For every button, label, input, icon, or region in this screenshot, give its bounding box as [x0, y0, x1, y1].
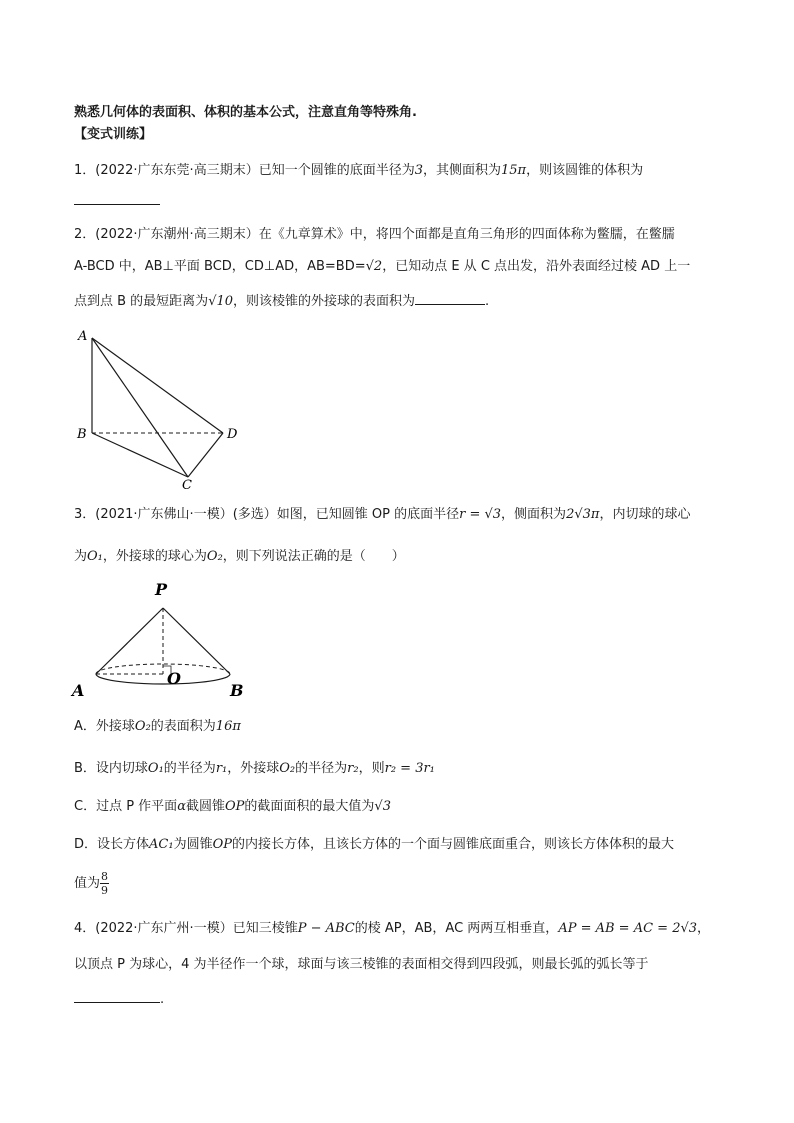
q3-cone-figure — [66, 578, 266, 703]
intro-tip: 熟悉几何体的表面积、体积的基本公式，注意直角等特殊角. — [74, 105, 417, 120]
label-P: P — [155, 580, 168, 599]
q3-option-c[interactable]: C．过点 P 作平面α截圆锥OP的截面面积的最大值为√3 — [74, 799, 391, 814]
label-B: B — [230, 681, 244, 700]
q3-option-d-cont: 值为 $\frac{8}{9}$ — [74, 870, 109, 897]
q4-line2: 以顶点 P 为球心，4 为半径作一个球，球面与该三棱锥的表面相交得到四段弧，则最长弧的弧长等于 — [74, 957, 649, 972]
q2-line3: 点到点 B 的最短距离为√10，则该棱锥的外接球的表面积为 . — [74, 294, 490, 309]
q3-option-d[interactable]: D．设长方体AC₁为圆锥OP的内接长方体，且该长方体的一个面与圆锥底面重合，则该长方体体积的最大 — [74, 837, 674, 852]
label-A: A — [72, 681, 85, 700]
label-A: A — [78, 329, 88, 344]
q1-answer-blank[interactable] — [74, 192, 160, 211]
label-D: D — [227, 427, 238, 442]
q3-line1: 3．(2021·广东佛山·一模）(多选）如图，已知圆锥 OP 的底面半径r = √3，侧面积为2√3π，内切球的球心 — [74, 507, 691, 522]
q3-option-b[interactable]: B．设内切球O₁的半径为r₁，外接球O₂的半径为r₂，则r₂ = 3r₁ — [74, 761, 435, 776]
label-O: O — [167, 669, 181, 688]
q2-line1: 2．(2022·广东潮州·高三期末）在《九章算术》中，将四个面都是直角三角形的四面体称为鳖臑，在鳖臑 — [74, 227, 675, 242]
q2-answer-blank[interactable] — [415, 292, 485, 305]
q4-answer-blank[interactable]: . — [74, 990, 164, 1009]
label-B: B — [77, 427, 87, 442]
q2-tetrahedron-figure — [68, 322, 258, 492]
label-C: C — [182, 478, 192, 492]
q3-option-a[interactable]: A．外接球O₂的表面积为16π — [74, 719, 241, 734]
section-title: 【变式训练】 — [74, 127, 153, 142]
q4-line1: 4．(2022·广东广州·一模）已知三棱锥P − ABC的棱 AP，AB，AC 两两互相垂直，AP = AB = AC = 2√3， — [74, 921, 711, 936]
q2-line2: A-BCD 中，AB⊥平面 BCD，CD⊥AD，AB=BD=√2，已知动点 E 从 C 点出发，沿外表面经过棱 AD 上一 — [74, 259, 691, 274]
q1-text: 1．(2022·广东东莞·高三期末）已知一个圆锥的底面半径为3，其侧面积为15π，则该圆锥的体积为 — [74, 163, 644, 178]
q3-line2: 为O₁，外接球的球心为O₂，则下列说法正确的是（ ） — [74, 549, 405, 564]
fraction: $\frac{8}{9}$ — [101, 870, 109, 897]
